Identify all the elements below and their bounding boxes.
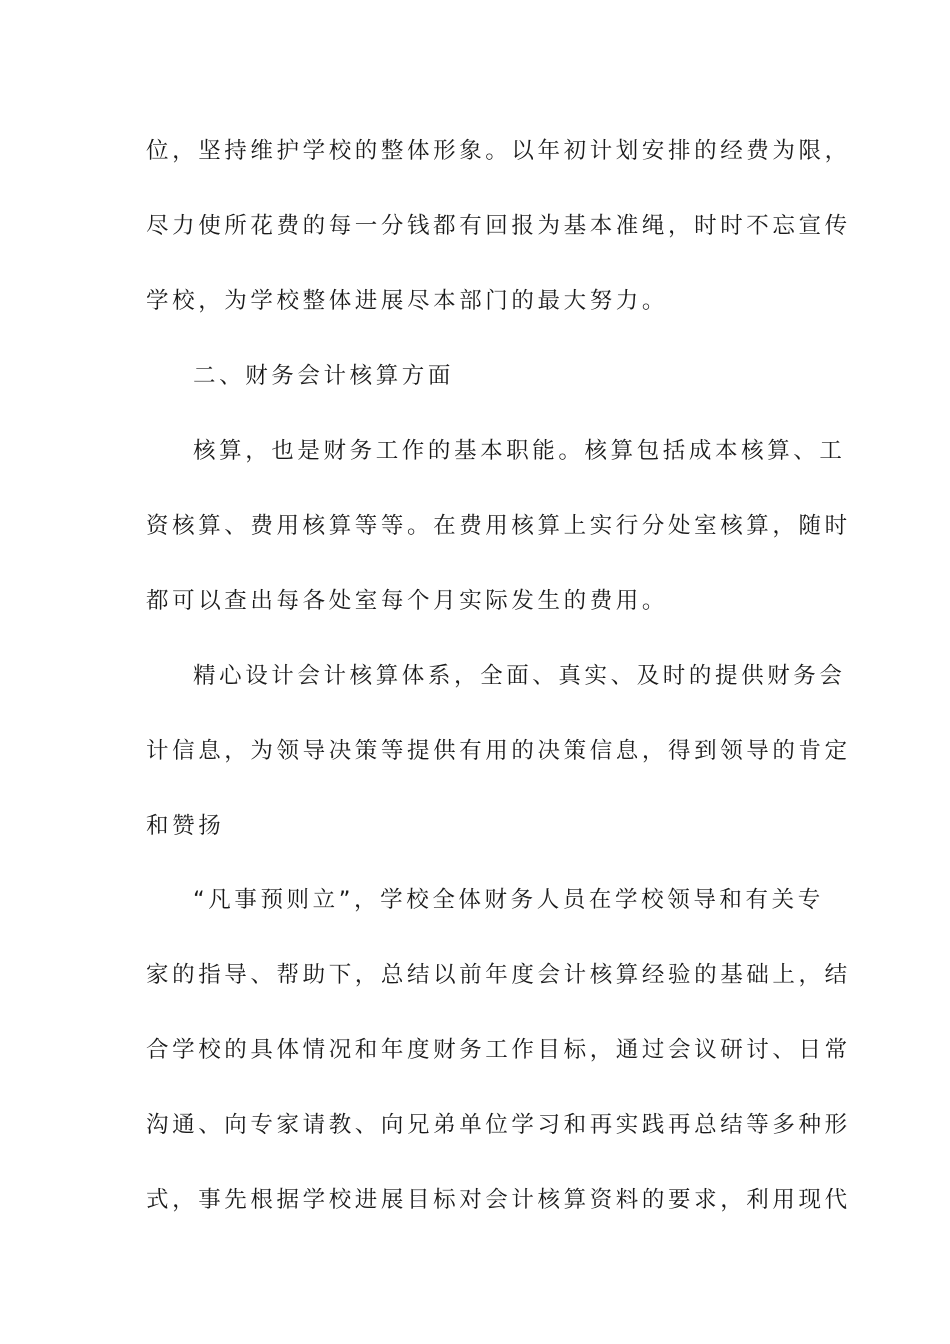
body-text-line: 合学校的具体情况和年度财务工作目标，通过会议研讨、日常 <box>146 1037 851 1063</box>
body-text-line: 位，坚持维护学校的整体形象。以年初计划安排的经费为限， <box>146 138 851 164</box>
body-text-line: 沟通、向专家请教、向兄弟单位学习和再实践再总结等多种形 <box>146 1112 851 1138</box>
paragraph-first-line: 核算，也是财务工作的基本职能。核算包括成本核算、工 <box>193 438 846 464</box>
body-text-line: 都可以查出每各处室每个月实际发生的费用。 <box>146 588 669 614</box>
section-heading: 二、财务会计核算方面 <box>193 363 455 389</box>
body-text-line: 家的指导、帮助下，总结以前年度会计核算经验的基础上，结 <box>146 962 851 988</box>
body-text-line: 资核算、费用核算等等。在费用核算上实行分处室核算，随时 <box>146 513 851 539</box>
body-text-line: 和赞扬 <box>146 813 225 839</box>
body-text-line: 尽力使所花费的每一分钱都有回报为基本准绳，时时不忘宣传 <box>146 213 851 239</box>
paragraph-first-line: “凡事预则立”，学校全体财务人员在学校领导和有关专 <box>193 887 824 913</box>
paragraph-first-line: 精心设计会计核算体系，全面、真实、及时的提供财务会 <box>193 663 846 689</box>
body-text-line: 式，事先根据学校进展目标对会计核算资料的要求，利用现代 <box>146 1187 851 1213</box>
body-text-line: 计信息，为领导决策等提供有用的决策信息，得到领导的肯定 <box>146 738 851 764</box>
body-text-line: 学校，为学校整体进展尽本部门的最大努力。 <box>146 288 669 314</box>
